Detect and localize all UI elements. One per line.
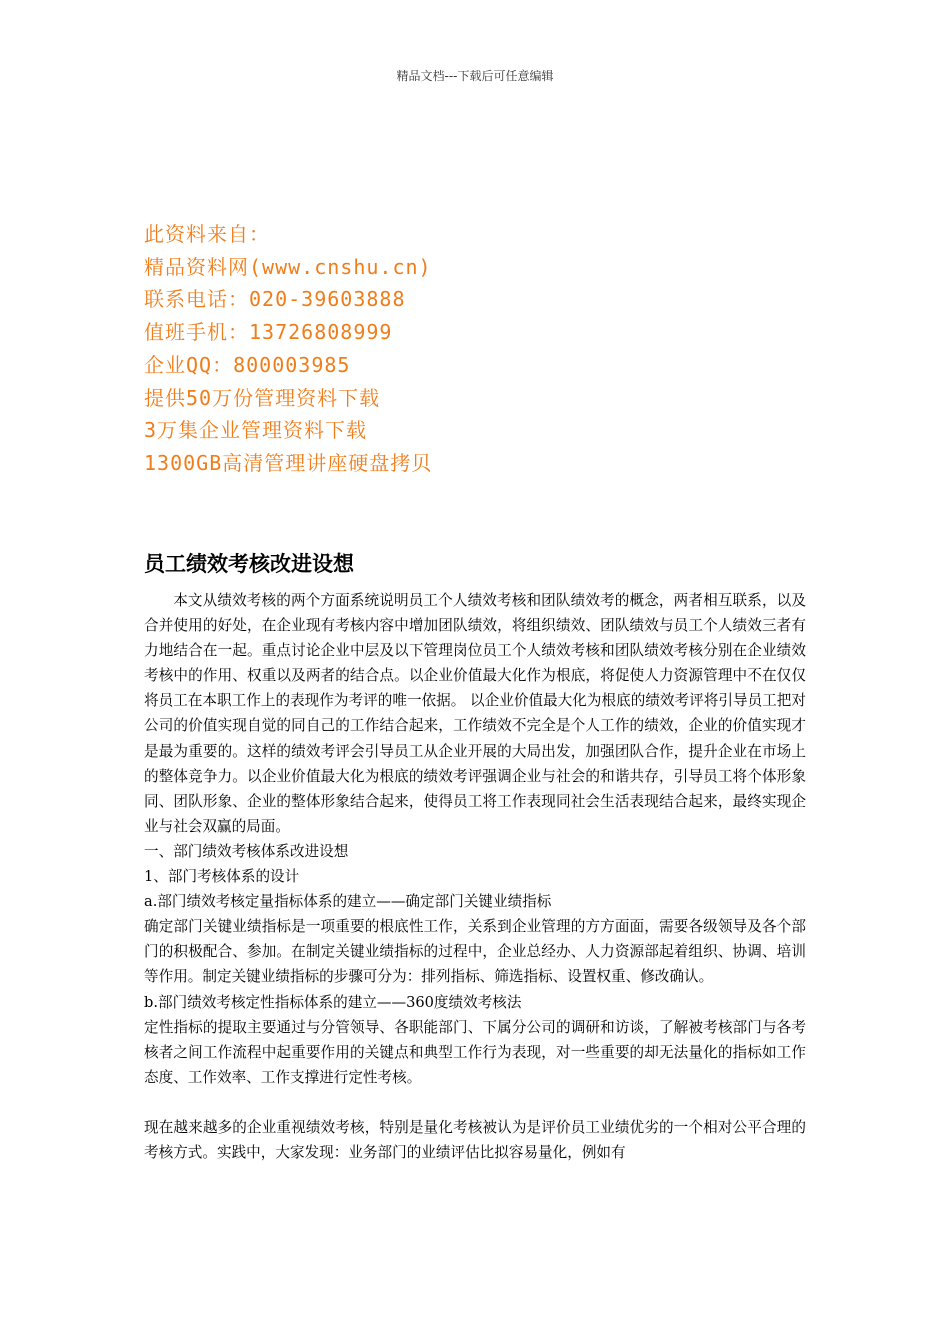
document-body	[144, 588, 806, 1165]
subsection-heading-1-1: 1、部门考核体系的设计	[144, 868, 300, 886]
item-heading-a: a.部门绩效考核定量指标体系的建立——确定部门关键业绩指标	[144, 893, 552, 911]
promo-source-label: 此资料来自：	[144, 222, 270, 246]
promo-phone: 联系电话：020-39603888	[144, 287, 406, 312]
blank-line	[144, 1090, 806, 1115]
paragraph-a: 确定部门关键业绩指标是一项重要的根底性工作，关系到企业管理的方方面面，需要各级领导及各个部门的积极配合、参加。在制定关键业绩指标的过程中，企业总经办、人力资源部起着组织、协调、培训等作用。制定关键业绩指标的步骤可分为：排列指标、筛选指标、设置权重、修改确认。	[144, 918, 806, 986]
paragraph-b: 定性指标的提取主要通过与分管领导、各职能部门、下属分公司的调研和访谈，了解被考核部门与各考核者之间工作流程中起重要作用的关键点和典型工作行为表现，对一些重要的却无法量化的指标如工作态度、工作效率、工作支撑进行定性考核。	[144, 1018, 806, 1086]
item-heading-b: b.部门绩效考核定性指标体系的建立——360度绩效考核法	[144, 993, 522, 1011]
promo-qq: 企业QQ：800003985	[144, 352, 351, 377]
promo-offer-3: 1300GB高清管理讲座硬盘拷贝	[144, 450, 433, 475]
promo-mobile: 值班手机：13726808999	[144, 320, 393, 345]
promo-block	[144, 218, 844, 480]
promo-website: 精品资料网(www.cnshu.cn)	[144, 254, 432, 279]
promo-offer-2: 3万集企业管理资料下载	[144, 418, 368, 443]
intro-paragraph: 本文从绩效考核的两个方面系统说明员工个人绩效考核和团队绩效考的概念，两者相互联系，以及合并使用的好处，在企业现有考核内容中增加团队绩效，将组织绩效、团队绩效与员工个人绩效三者有力地结合在一起。重点讨论企业中层及以下管理岗位员工个人绩效考核和团队绩效考核分别在企业绩效考核中的作用、权重以及两者的结合点。以企业价值最大化作为根底，将促使人力资源管理中不在仅仅将员工在本职工作上的表现作为考评的唯一依据。 以企业价值最大化为根底的绩效考评将引导员工把对公司的价值实现自觉的同自己的工作结合起来，工作绩效不完全是个人工作的绩效，企业的价值实现才是最为重要的。这样的绩效考评会引导员工从企业开展的大局出发，加强团队合作，提升企业在市场上的整体竞争力。以企业价值最大化为根底的绩效考评强调企业与社会的和谐共存，引导员工将个体形象同、团队形象、企业的整体形象结合起来，使得员工将工作表现同社会生活表现结合起来，最终实现企业与社会双赢的局面。	[144, 592, 806, 835]
page-header-note: 精品文档---下载后可任意编辑	[396, 69, 554, 83]
section-heading-1: 一、部门绩效考核体系改进设想	[144, 842, 349, 860]
promo-offer-1: 提供50万份管理资料下载	[144, 385, 381, 410]
document-title: 员工绩效考核改进设想	[144, 552, 354, 576]
paragraph-c: 现在越来越多的企业重视绩效考核，特别是量化考核被认为是评价员工业绩优劣的一个相对公平合理的考核方式。实践中，大家发现：业务部门的业绩评估比拟容易量化，例如有	[144, 1118, 806, 1162]
